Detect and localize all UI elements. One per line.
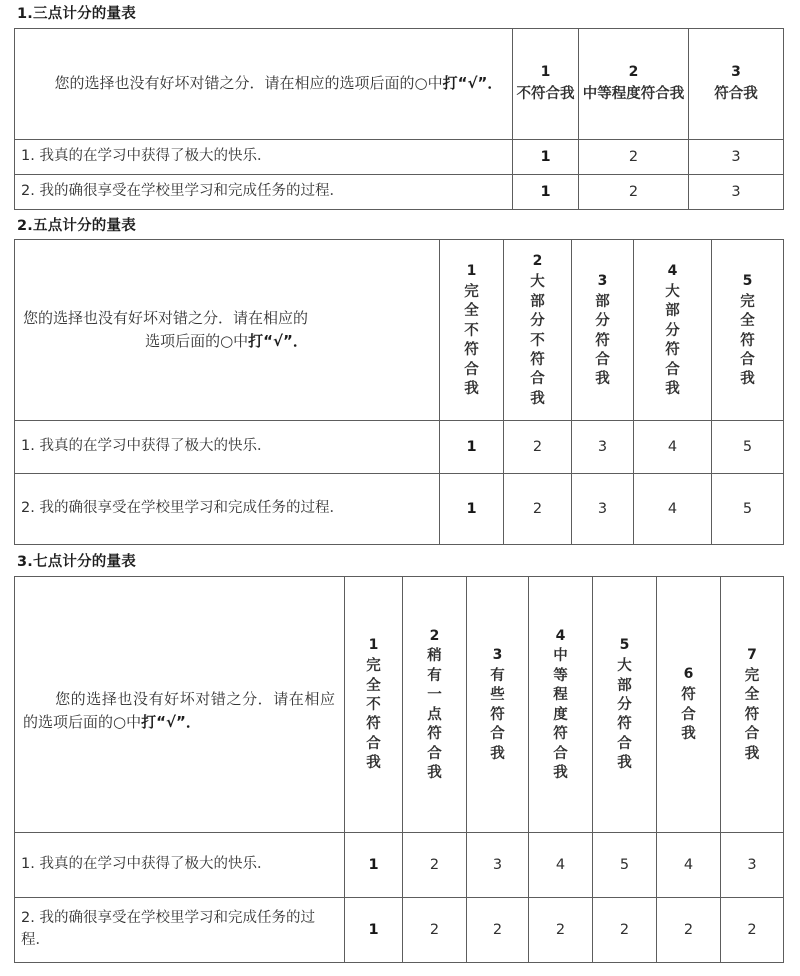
- option-header-2: [579, 28, 689, 139]
- item-value-3[interactable]: 3: [689, 174, 784, 209]
- option-number: 6: [683, 666, 694, 683]
- instruction-line-2-bold: 打“√”．: [141, 713, 201, 732]
- item-value-1[interactable]: 1: [440, 474, 504, 545]
- item-value-4[interactable]: 4: [634, 474, 712, 545]
- option-label: 有些符合我: [490, 667, 505, 762]
- option-number: 1: [466, 263, 477, 280]
- option-label: 部分符合我: [595, 293, 610, 388]
- table-row: [15, 898, 784, 963]
- option-number: 5: [742, 272, 753, 289]
- option-header-3: [572, 240, 634, 421]
- option-label: 完全不符合我: [366, 658, 381, 772]
- instruction-cell: [15, 240, 440, 421]
- option-number: 2: [532, 253, 543, 270]
- option-label: 稍有一点符合我: [427, 648, 442, 781]
- instruction-line-1: 您的选择也没有好坏对错之分．请在相应的: [23, 309, 309, 328]
- item-value-2[interactable]: 2: [504, 421, 572, 474]
- option-label: 不符合我: [516, 85, 575, 102]
- item-value-1[interactable]: 1: [345, 898, 403, 963]
- section-heading-three-point: 1.三点计分的量表: [17, 6, 136, 22]
- seven-point-scale-table: [14, 576, 784, 963]
- item-value-1[interactable]: 1: [440, 421, 504, 474]
- option-label: 中等程度符合我: [582, 85, 685, 102]
- item-value-3[interactable]: 3: [467, 833, 529, 898]
- five-point-scale-table: [14, 239, 784, 545]
- option-number: 4: [667, 263, 678, 280]
- item-value-2[interactable]: 2: [579, 174, 689, 209]
- option-number: 1: [368, 637, 379, 654]
- option-number: 7: [747, 647, 757, 664]
- item-value-2[interactable]: 2: [403, 898, 467, 963]
- option-header-5: [593, 577, 657, 833]
- item-value-4[interactable]: 2: [529, 898, 593, 963]
- option-header-1: [345, 577, 403, 833]
- option-number: 1: [540, 63, 551, 80]
- item-value-1[interactable]: 1: [345, 833, 403, 898]
- item-text: 2. 我的确很享受在学校里学习和完成任务的过程．: [15, 898, 345, 963]
- instruction-line-2-bold: 打“√”．: [442, 74, 503, 93]
- option-header-4: [634, 240, 712, 421]
- option-header-4: [529, 577, 593, 833]
- item-value-5[interactable]: 5: [593, 833, 657, 898]
- instruction-line-2-bold: 打“√”．: [248, 332, 308, 351]
- table-row: [15, 139, 784, 174]
- table-row: [15, 474, 784, 545]
- item-value-3[interactable]: 3: [689, 139, 784, 174]
- option-header-3: [467, 577, 529, 833]
- option-number: 5: [619, 637, 630, 654]
- item-value-3[interactable]: 3: [572, 421, 634, 474]
- item-value-2[interactable]: 2: [403, 833, 467, 898]
- item-value-5[interactable]: 5: [712, 474, 784, 545]
- table-header-row: [15, 240, 784, 421]
- option-number: 3: [731, 63, 741, 80]
- item-text: 2. 我的确很享受在学校里学习和完成任务的过程．: [15, 174, 513, 209]
- option-label: 完全符合我: [744, 667, 760, 762]
- option-header-7: [721, 577, 784, 833]
- item-value-6[interactable]: 4: [657, 833, 721, 898]
- option-number: 3: [597, 272, 608, 289]
- instruction-line-1: 您的选择也没有好坏对错之分．请在相应的选: [54, 74, 355, 93]
- option-label: 符合我: [714, 85, 758, 102]
- option-number: 2: [429, 627, 440, 644]
- instruction-cell: [15, 577, 345, 833]
- table-header-row: [15, 577, 784, 833]
- option-number: 2: [628, 63, 639, 80]
- item-text: 1. 我真的在学习中获得了极大的快乐．: [15, 833, 345, 898]
- option-number: 3: [492, 647, 503, 664]
- section-heading-five-point: 2.五点计分的量表: [17, 217, 136, 234]
- table-row: [15, 421, 784, 474]
- option-number: 4: [555, 627, 566, 644]
- item-value-2[interactable]: 2: [579, 139, 689, 174]
- instruction-line-2-plain: 选项后面的○中: [145, 332, 249, 351]
- item-value-5[interactable]: 2: [593, 898, 657, 963]
- item-text: 2. 我的确很享受在学校里学习和完成任务的过程．: [15, 474, 440, 545]
- option-label: 大部分符合我: [617, 658, 632, 772]
- option-header-1: [440, 240, 504, 421]
- item-value-1[interactable]: 1: [513, 174, 579, 209]
- option-header-6: [657, 577, 721, 833]
- option-label: 大部分符合我: [665, 284, 680, 398]
- instruction-cell: [15, 28, 513, 139]
- table-header-row: [15, 28, 784, 139]
- table-row: [15, 174, 784, 209]
- option-label: 中等程度符合我: [553, 648, 568, 781]
- option-header-2: [403, 577, 467, 833]
- option-label: 大部分不符合我: [530, 274, 545, 407]
- instruction-line-1: 您的选择也没有好坏对错之: [54, 689, 243, 708]
- item-value-3[interactable]: 2: [467, 898, 529, 963]
- option-header-2: [504, 240, 572, 421]
- item-text: 1. 我真的在学习中获得了极大的快乐．: [15, 139, 513, 174]
- option-header-1: [513, 28, 579, 139]
- item-value-2[interactable]: 2: [504, 474, 572, 545]
- item-value-3[interactable]: 3: [572, 474, 634, 545]
- item-value-4[interactable]: 4: [634, 421, 712, 474]
- instruction-line-2-plain: 分．请在相应的选项后面的○中: [23, 689, 335, 732]
- item-value-5[interactable]: 5: [712, 421, 784, 474]
- item-value-7[interactable]: 3: [721, 833, 784, 898]
- option-label: 完全不符合我: [464, 284, 479, 398]
- three-point-scale-table: [14, 28, 784, 210]
- option-header-3: [689, 28, 784, 139]
- option-label: 符合我: [681, 687, 696, 743]
- item-text: 1. 我真的在学习中获得了极大的快乐．: [15, 421, 440, 474]
- item-value-4[interactable]: 4: [529, 833, 593, 898]
- item-value-1[interactable]: 1: [513, 139, 579, 174]
- section-heading-seven-point: 3.七点计分的量表: [17, 554, 136, 571]
- item-value-7[interactable]: 2: [721, 898, 784, 963]
- instruction-line-2-plain: 项后面的○中: [354, 74, 443, 93]
- table-row: [15, 833, 784, 898]
- item-value-6[interactable]: 2: [657, 898, 721, 963]
- option-label: 完全符合我: [740, 293, 755, 388]
- option-header-5: [712, 240, 784, 421]
- instruction-line-2: [23, 330, 430, 353]
